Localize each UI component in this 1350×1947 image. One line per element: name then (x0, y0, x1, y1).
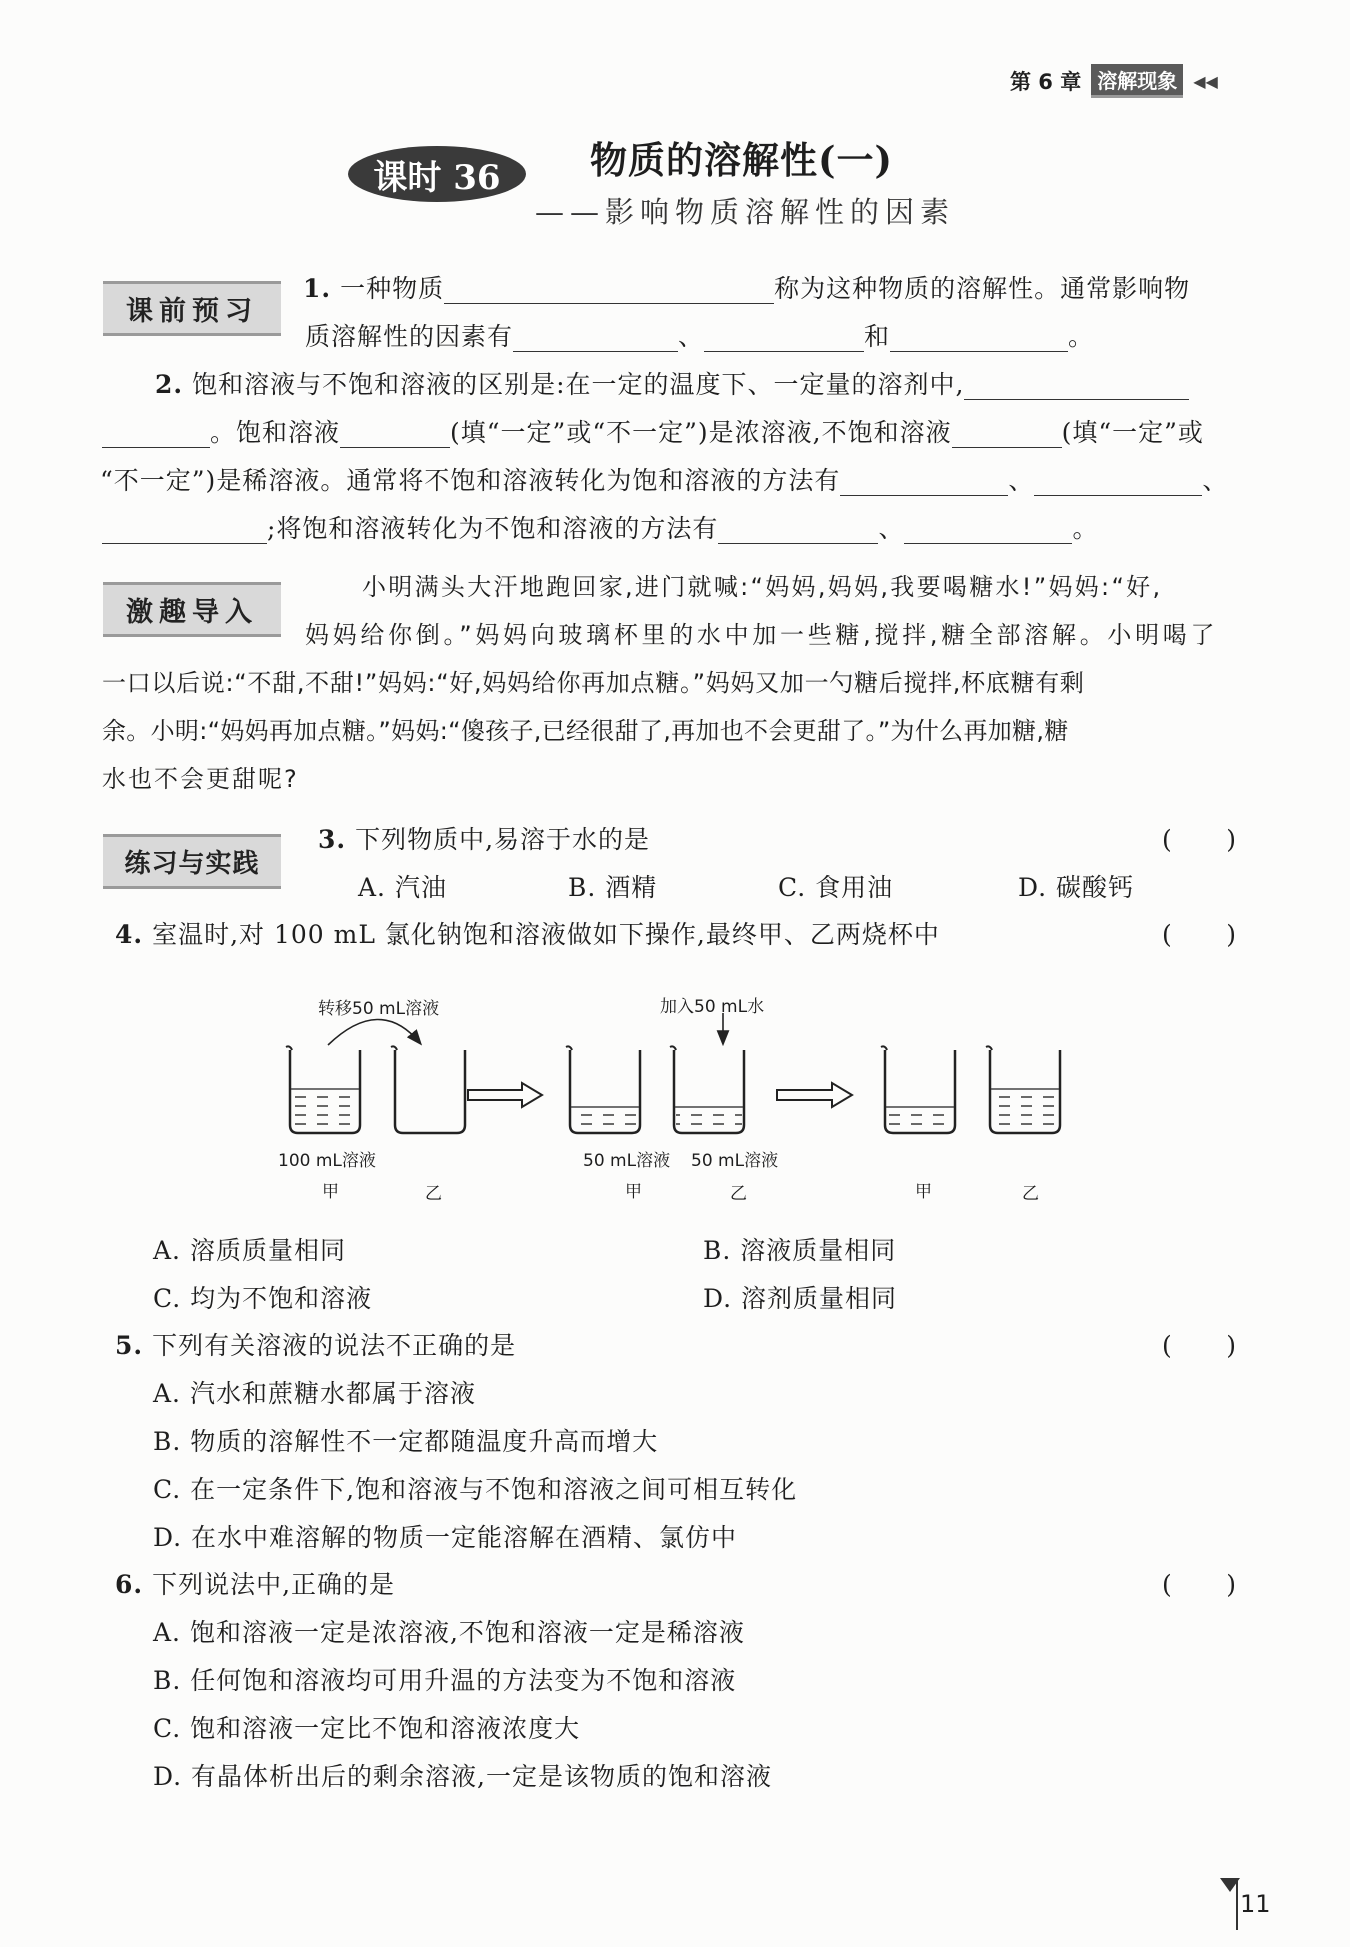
q1-blank-3[interactable] (704, 325, 864, 352)
beaker-jia-final (881, 1046, 955, 1133)
q4-option-c: C. 均为不饱和溶液 (153, 1284, 373, 1313)
q6-number: 6. (115, 1570, 144, 1599)
section-practice-tag: 练习与实践 (103, 834, 281, 889)
q4-option-b: B. 溶液质量相同 (703, 1236, 897, 1265)
q2-text-b: 。饱和溶液 (210, 418, 341, 447)
q1-blank-4[interactable] (890, 325, 1068, 352)
q3-option-d: D. 碳酸钙 (1018, 873, 1135, 902)
q2-text-f: 、 (1008, 466, 1035, 495)
q5-answer-paren[interactable] (1162, 1331, 1236, 1361)
q1-text-b: 称为这种物质的溶解性。通常影响物 (774, 274, 1191, 303)
q5-number: 5. (115, 1331, 144, 1360)
lesson-title: 物质的溶解性(一) (590, 138, 894, 182)
q6-paren-right: ) (1226, 1570, 1236, 1599)
q2-blank-5[interactable] (1034, 469, 1202, 496)
label-50ml-b: 50 mL溶液 (691, 1151, 779, 1171)
q1-text-f: 。 (1068, 322, 1095, 351)
q6-stem (115, 1570, 395, 1600)
story-line-5: 水也不会更甜呢? (102, 765, 299, 793)
q1-line-1 (303, 274, 1190, 304)
q5-option-b: B. 物质的溶解性不一定都随温度升高而增大 (153, 1427, 659, 1456)
q3-paren-left: ( (1162, 825, 1172, 854)
q6-paren-left: ( (1162, 1570, 1172, 1599)
q2-text-h: ;将饱和溶液转化为不饱和溶液的方法有 (267, 514, 719, 543)
q6-stem-text: 下列说法中,正确的是 (152, 1570, 396, 1599)
label-100ml: 100 mL溶液 (278, 1151, 376, 1171)
page-number: 11 (1240, 1890, 1271, 1918)
arrows-icon: ◀◀ (1193, 71, 1218, 91)
label-jia-3: 甲 (915, 1182, 932, 1202)
q1-text-d: 、 (678, 322, 705, 351)
q2-number: 2. (155, 370, 184, 399)
q2-blank-3[interactable] (952, 421, 1062, 448)
beaker-yi-middle (670, 1046, 744, 1133)
q2-text-c: (填“一定”或“不一定”)是浓溶液,不饱和溶液 (450, 418, 952, 447)
q2-line-4 (102, 514, 1098, 544)
q5-option-c: C. 在一定条件下,饱和溶液与不饱和溶液之间可相互转化 (153, 1475, 798, 1504)
q3-stem (318, 825, 650, 855)
q3-answer-paren[interactable] (1162, 825, 1236, 855)
q2-line-2 (102, 418, 1204, 448)
q4-number: 4. (115, 920, 144, 949)
q1-text-c: 质溶解性的因素有 (305, 322, 514, 351)
q6-option-a: A. 饱和溶液一定是浓溶液,不饱和溶液一定是稀溶液 (153, 1618, 745, 1647)
q2-text-j: 。 (1072, 514, 1099, 543)
q2-blank-4[interactable] (840, 469, 1008, 496)
q2-blank-1b[interactable] (102, 421, 210, 448)
label-50ml-a: 50 mL溶液 (583, 1151, 671, 1171)
lesson-subtitle: ——影响物质溶解性的因素 (535, 195, 956, 229)
q4-answer-paren[interactable] (1162, 920, 1236, 950)
story-line-4: 余。小明:“妈妈再加点糖。”妈妈:“傻孩子,已经很甜了,再加也不会更甜了。”为什么再加糖,糖 (102, 717, 1069, 745)
q5-option-a: A. 汽水和蔗糖水都属于溶液 (153, 1379, 476, 1408)
lesson-badge (348, 146, 526, 202)
page-header (1010, 66, 1218, 96)
q5-stem (115, 1331, 516, 1361)
q2-blank-7[interactable] (718, 517, 878, 544)
q6-option-c: C. 饱和溶液一定比不饱和溶液浓度大 (153, 1714, 581, 1743)
chapter-label: 第 6 章 (1010, 70, 1082, 94)
q6-option-b: B. 任何饱和溶液均可用升温的方法变为不饱和溶液 (153, 1666, 737, 1695)
label-jia-2: 甲 (625, 1182, 642, 1202)
q3-number: 3. (318, 825, 347, 854)
q4-stem-text: 室温时,对 100 mL 氯化钠饱和溶液做如下操作,最终甲、乙两烧杯中 (152, 920, 940, 949)
page-corner-rule (1236, 1880, 1238, 1930)
q3-option-a: A. 汽油 (358, 873, 447, 902)
q4-paren-left: ( (1162, 920, 1172, 949)
q4-paren-right: ) (1226, 920, 1236, 949)
q5-option-d: D. 在水中难溶解的物质一定能溶解在酒精、氯仿中 (153, 1523, 738, 1552)
section-preview-tag: 课前预习 (103, 281, 281, 336)
q2-text-a: 饱和溶液与不饱和溶液的区别是:在一定的温度下、一定量的溶剂中, (192, 370, 965, 399)
q2-blank-6[interactable] (102, 517, 267, 544)
q2-line-3 (100, 466, 1228, 496)
q2-blank-2[interactable] (340, 421, 450, 448)
section-intro-tag: 激趣导入 (103, 582, 281, 637)
q6-answer-paren[interactable] (1162, 1570, 1236, 1600)
q1-text-a: 一种物质 (340, 274, 445, 303)
beaker-yi-initial (391, 1046, 465, 1133)
story-line-3: 一口以后说:“不甜,不甜!”妈妈:“好,妈妈给你再加点糖。”妈妈又加一勺糖后搅拌,杯底糖有剩 (102, 669, 1085, 697)
q1-text-e: 和 (864, 322, 891, 351)
q6-option-d: D. 有晶体析出后的剩余溶液,一定是该物质的饱和溶液 (153, 1762, 772, 1791)
q5-paren-left: ( (1162, 1331, 1172, 1360)
q4-option-a: A. 溶质质量相同 (153, 1236, 346, 1265)
label-jia-1: 甲 (322, 1182, 339, 1202)
q2-text-d: (填“一定”或 (1061, 418, 1204, 447)
lesson-badge-text: 课时 36 (373, 157, 501, 198)
chapter-topic: 溶解现象 (1091, 64, 1183, 98)
q3-stem-text: 下列物质中,易溶于水的是 (355, 825, 651, 854)
q2-line-1 (155, 370, 1189, 400)
label-yi-2: 乙 (730, 1184, 747, 1204)
q3-option-c: C. 食用油 (778, 873, 894, 902)
label-yi-3: 乙 (1022, 1184, 1039, 1204)
label-transfer: 转移50 mL溶液 (318, 999, 440, 1019)
q5-stem-text: 下列有关溶液的说法不正确的是 (152, 1331, 517, 1360)
q4-stem (115, 920, 940, 950)
q5-paren-right: ) (1226, 1331, 1236, 1360)
q1-number: 1. (303, 274, 332, 303)
q2-blank-1[interactable] (964, 373, 1189, 400)
transfer-arrow (328, 1019, 420, 1045)
beaker-jia-middle (566, 1046, 640, 1133)
q1-blank-2[interactable] (513, 325, 678, 352)
story-line-2: 妈妈给你倒。”妈妈向玻璃杯里的水中加一些糖,搅拌,糖全部溶解。小明喝了 (305, 621, 1219, 649)
q3-option-b: B. 酒精 (568, 873, 658, 902)
q2-blank-8[interactable] (904, 517, 1072, 544)
q1-line-2 (305, 322, 1094, 352)
beaker-jia-initial (286, 1046, 360, 1133)
q1-blank-1[interactable] (444, 277, 774, 304)
q4-option-d: D. 溶剂质量相同 (703, 1284, 898, 1313)
story-line-1: 小明满头大汗地跑回家,进门就喊:“妈妈,妈妈,我要喝糖水!”妈妈:“好, (362, 573, 1163, 601)
q3-paren-right: ) (1226, 825, 1236, 854)
beaker-yi-final (986, 1046, 1060, 1133)
label-add-water: 加入50 mL水 (660, 997, 765, 1017)
label-yi-1: 乙 (425, 1184, 442, 1204)
q2-text-e: “不一定”)是稀溶液。通常将不饱和溶液转化为饱和溶液的方法有 (100, 466, 841, 495)
q2-text-i: 、 (878, 514, 905, 543)
q2-text-g: 、 (1202, 466, 1229, 495)
